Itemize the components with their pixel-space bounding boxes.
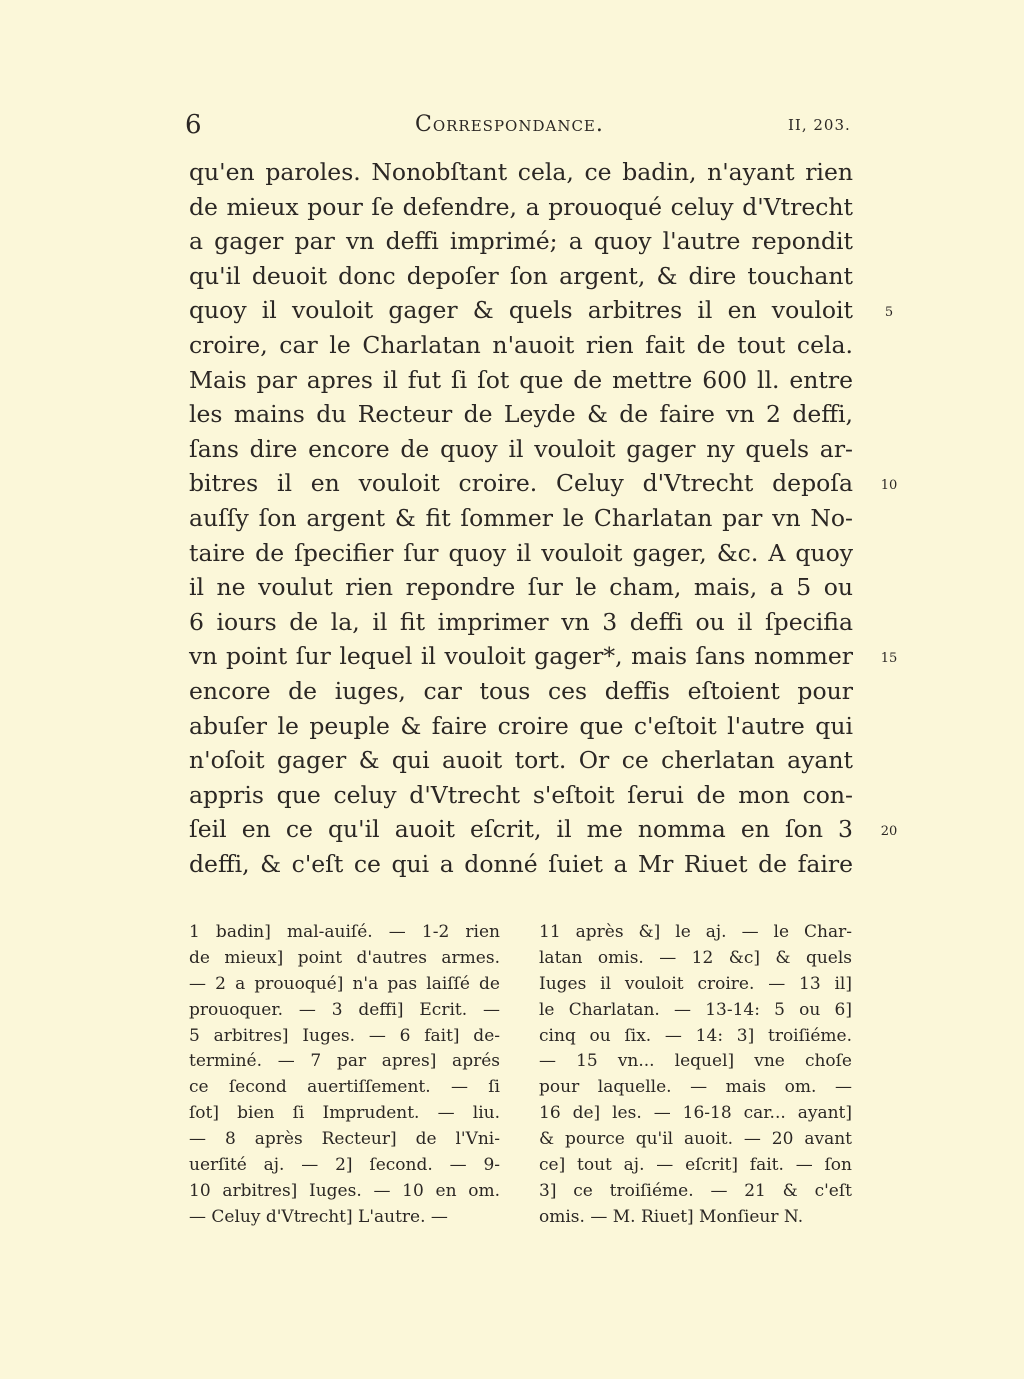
- text-line: 6 iours de la, il fit imprimer vn 3 deffi ou il ſpecifia: [189, 607, 853, 636]
- text-line: qu'il deuoit donc depoſer ſon argent, & dire touchant: [189, 261, 853, 290]
- footnote-line: 11 après &] le aj. — le Char-: [539, 922, 852, 942]
- text-line: a gager par vn deffi imprimé; a quoy l'autre repondit: [189, 227, 853, 256]
- text-line: les mains du Recteur de Leyde & de faire vn 2 deffi,: [189, 400, 853, 429]
- footnote-line: prouoquer. — 3 deffi] Ecrit. —: [189, 999, 500, 1020]
- text-line: croire, car le Charlatan n'auoit rien fait de tout cela.: [189, 330, 853, 359]
- footnote-line: ce] tout aj. — eſcrit] fait. — ſon: [539, 1155, 852, 1176]
- text-line: abuſer le peuple & faire croire que c'eſtoit l'autre qui: [189, 711, 853, 740]
- line-number: 10: [880, 478, 898, 494]
- line-number: 20: [880, 824, 898, 840]
- footnote-line: ſot] bien ſi Imprudent. — liu.: [189, 1103, 500, 1124]
- text-line: il ne voulut rien repondre ſur le cham, mais, a 5 ou: [189, 573, 853, 602]
- footnote-line: Iuges il vouloit croire. — 13 il]: [539, 973, 852, 994]
- text-line: de mieux pour ſe defendre, a prouoqué celuy d'Vtrecht: [189, 192, 853, 221]
- text-line: ſeil en ce qu'il auoit eſcrit, il me nomma en ſon 3: [189, 815, 853, 844]
- text-line: deffi, & c'eſt ce qui a donné ſuiet a Mr Riuet de faire: [189, 849, 853, 878]
- running-title: Correspondance.: [415, 112, 604, 137]
- footnote-line: 16 de] les. — 16-18 car... ayant]: [539, 1103, 852, 1124]
- text-line: qu'en paroles. Nonobſtant cela, ce badin, n'ayant rien: [189, 158, 853, 186]
- text-line: Mais par apres il fut ſi ſot que de mettre 600 ll. entre: [189, 365, 853, 394]
- footnote-line: 10 arbitres] Iuges. — 10 en om.: [189, 1180, 500, 1201]
- footnote-line: le Charlatan. — 13-14: 5 ou 6]: [539, 999, 852, 1020]
- text-line: encore de iuges, car tous ces deffis eſtoient pour: [189, 676, 853, 705]
- main-text: [189, 155, 853, 881]
- footnote-line: — 8 après Recteur] de l'Vni-: [189, 1129, 500, 1150]
- line-number: 15: [880, 651, 898, 667]
- letter-reference: II, 203.: [788, 116, 851, 134]
- text-line: quoy il vouloit gager & quels arbitres il en vouloit: [189, 296, 853, 325]
- footnote-line: pour laquelle. — mais om. —: [539, 1077, 852, 1098]
- footnote-line: — 2 a prouoqué] n'a pas laiſſé de: [189, 973, 500, 994]
- footnote-line: cinq ou ſix. — 14: 3] troiſiéme.: [539, 1025, 852, 1046]
- footnote-line: & pource qu'il auoit. — 20 avant: [539, 1129, 852, 1150]
- page-header: [0, 110, 1024, 144]
- footnote-line: uerſité aj. — 2] ſecond. — 9-: [189, 1155, 500, 1176]
- footnote-line: latan omis. — 12 &c] & quels: [539, 947, 852, 968]
- text-line: auſſy ſon argent & fit ſommer le Charlatan par vn No-: [189, 503, 853, 532]
- footnotes-left-column: [189, 920, 500, 1231]
- text-line: n'oſoit gager & qui auoit tort. Or ce cherlatan ayant: [189, 746, 853, 775]
- footnote-line: 3] ce troiſiéme. — 21 & c'eſt: [539, 1180, 852, 1201]
- footnote-line: de mieux] point d'autres armes.: [189, 947, 500, 968]
- footnote-line: terminé. — 7 par apres] aprés: [189, 1051, 500, 1072]
- text-line: taire de ſpecifier ſur quoy il vouloit gager, &c. A quoy: [189, 538, 853, 567]
- footnote-line: omis. — M. Riuet] Monſieur N.: [539, 1206, 804, 1227]
- text-line: vn point ſur lequel il vouloit gager*, mais ſans nommer: [189, 642, 853, 671]
- footnotes-right-column: [539, 920, 852, 1231]
- footnote-line: — 15 vn... lequel] vne choſe: [539, 1051, 852, 1072]
- text-line: ſans dire encore de quoy il vouloit gager ny quels ar-: [189, 434, 853, 463]
- page-number: 6: [185, 110, 202, 140]
- footnote-line: 5 arbitres] Iuges. — 6 fait] de-: [189, 1025, 500, 1046]
- footnote-line: — Celuy d'Vtrecht] L'autre. —: [189, 1206, 448, 1227]
- footnote-line: 1 badin] mal-auiſé. — 1-2 rien: [189, 922, 500, 942]
- line-number: 5: [884, 305, 894, 321]
- footnote-line: ce ſecond auertiſſement. — ſi: [189, 1077, 500, 1098]
- text-line: appris que celuy d'Vtrecht s'eſtoit ſerui de mon con-: [189, 780, 853, 809]
- text-line: bitres il en vouloit croire. Celuy d'Vtrecht depoſa: [189, 469, 853, 498]
